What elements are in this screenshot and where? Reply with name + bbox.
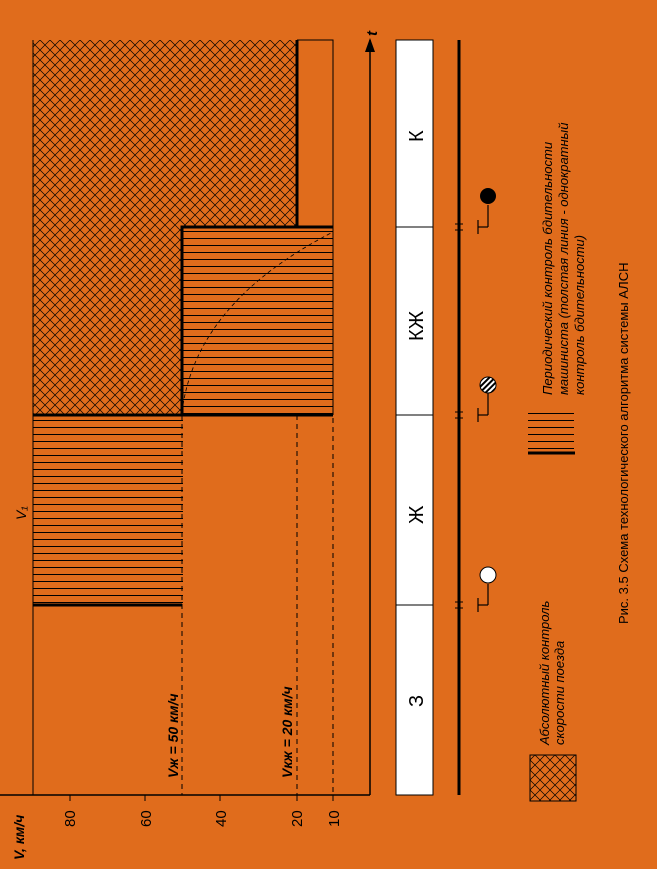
y-tick-40: 40: [213, 810, 230, 827]
aspect-label-kzh: КЖ: [406, 310, 428, 341]
y-tick-60: 60: [138, 810, 155, 827]
striped-signal-icon: [478, 377, 496, 422]
v1-label: V₁: [13, 506, 29, 520]
periodic-control-zone-zh: [33, 415, 183, 605]
black-signal-icon: [478, 188, 496, 234]
signal-aspect-strip: [396, 40, 433, 795]
white-signal-icon: [478, 567, 496, 612]
legend-periodic-line2: машиниста (толстая линия - однократный: [556, 122, 571, 395]
aspect-label-zh: Ж: [406, 505, 428, 524]
legend-periodic-line3: контроль бдительности): [572, 234, 587, 395]
y-axis-ticks: [70, 795, 333, 801]
y-tick-20: 20: [289, 810, 306, 827]
aspect-label-z: З: [406, 694, 428, 707]
legend-absolute-line2: скорости поезда: [552, 640, 567, 745]
x-axis-label: t: [364, 31, 381, 36]
periodic-control-zone-kzh: [183, 227, 333, 415]
t-axis-arrow: [365, 38, 375, 52]
legend-hlines-swatch: [528, 408, 574, 454]
legend-absolute-line1: Абсолютный контроль: [537, 600, 552, 745]
v-zh-label: Vж = 50 км/ч: [165, 693, 181, 778]
legend-crosshatch-swatch: [530, 755, 576, 801]
y-tick-10: 10: [326, 810, 343, 827]
aspect-label-k: К: [406, 130, 428, 142]
v-kzh-label: Vкж = 20 км/ч: [279, 686, 295, 778]
legend-periodic-line1: Периодический контроль бдительности: [540, 141, 555, 395]
figure-caption: Рис. 3.5 Схема технологического алгоритма системы АЛСН: [616, 262, 631, 624]
y-axis-label: V, км/ч: [11, 814, 27, 860]
k-zone-frame: [297, 40, 333, 227]
y-tick-80: 80: [62, 810, 79, 827]
